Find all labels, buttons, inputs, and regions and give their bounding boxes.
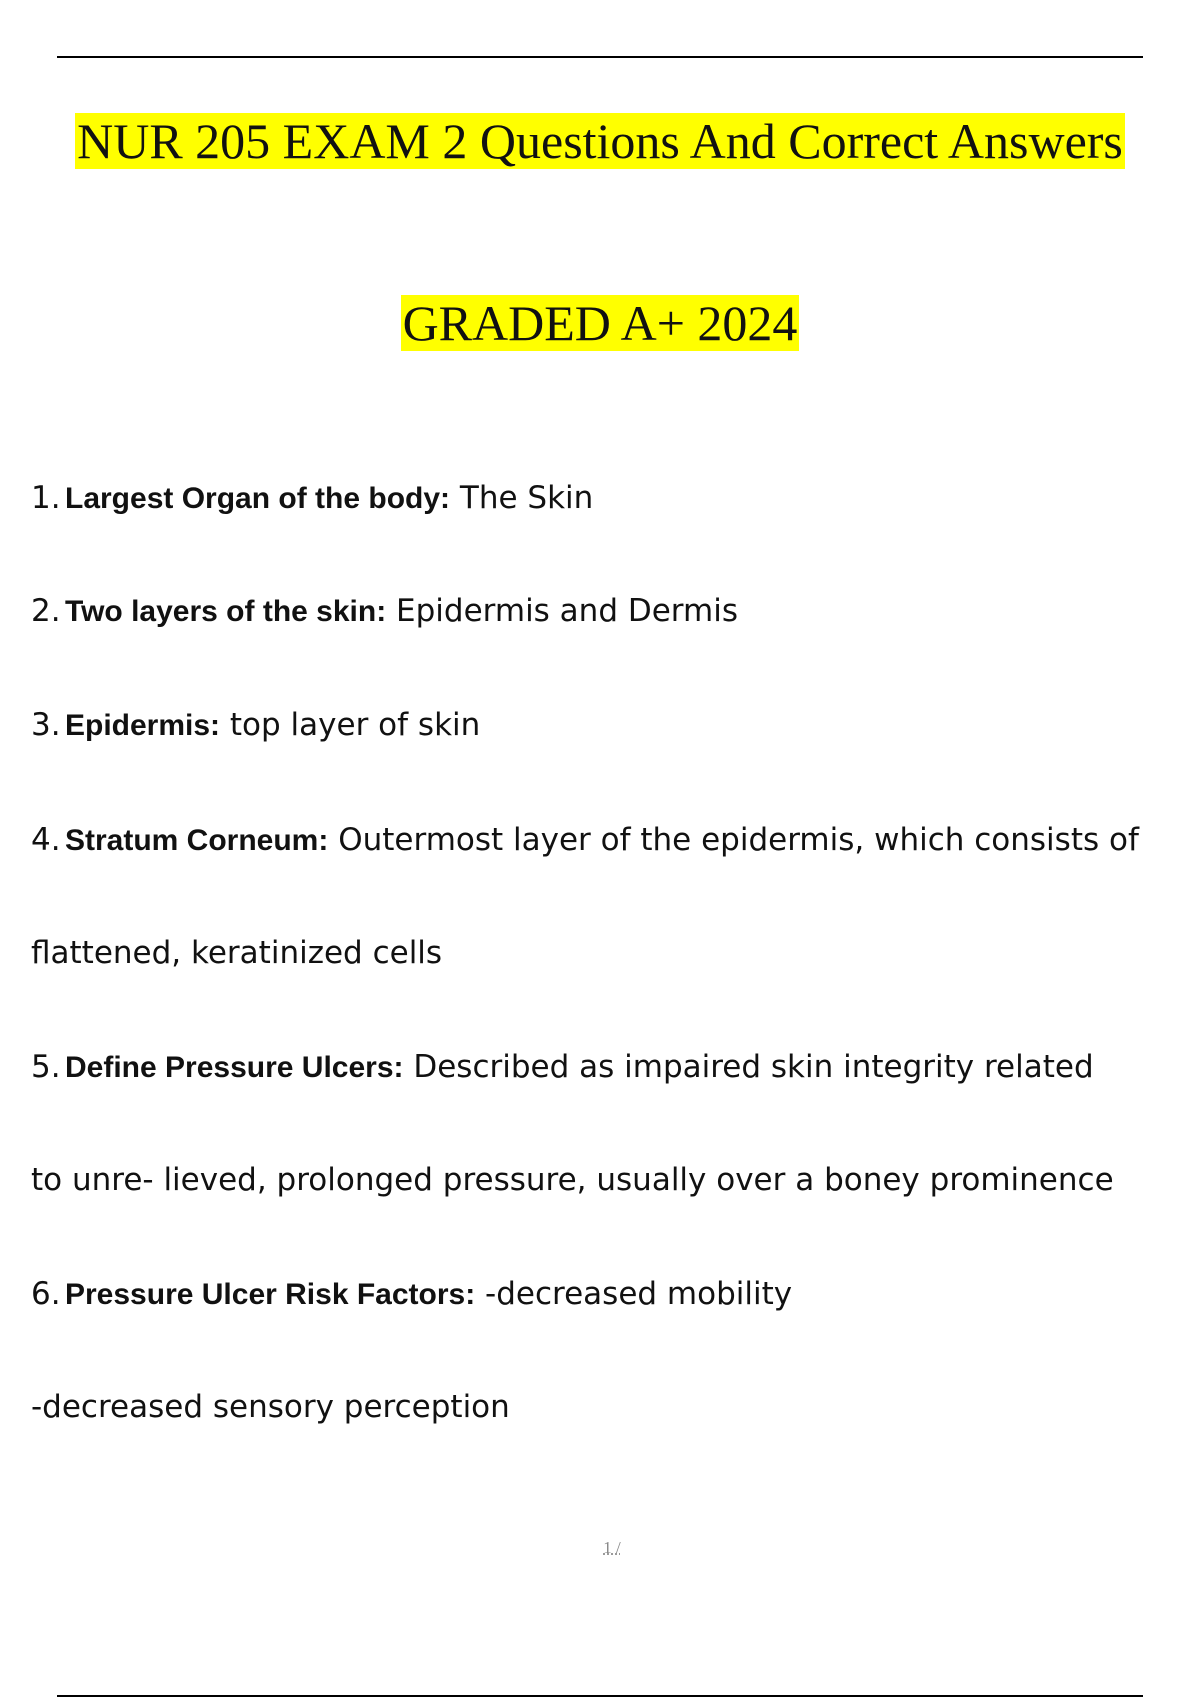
qa-item-5 [31, 1047, 1180, 1088]
item-term: Epidermis: [65, 709, 221, 742]
qa-item-6-continuation: -decreased sensory perception [31, 1389, 510, 1425]
item-answer: Epidermis and Dermis [386, 593, 738, 629]
qa-item-2 [31, 591, 1180, 632]
item-answer: top layer of skin [220, 707, 481, 743]
item-number: 3. [31, 707, 61, 743]
top-divider [57, 56, 1143, 58]
item-number: 4. [31, 822, 61, 858]
item-number: 1. [31, 480, 61, 516]
item-term: Two layers of the skin: [65, 595, 387, 628]
document-subtitle [0, 293, 1200, 353]
qa-item-4 [31, 820, 1180, 861]
document-title [0, 111, 1200, 171]
title-highlight-line-2: GRADED A+ 2024 [402, 295, 798, 351]
page-number: 1 / [603, 1538, 621, 1557]
item-answer: Described as impaired skin integrity related [403, 1049, 1094, 1085]
item-number: 6. [31, 1276, 61, 1312]
qa-item-3 [31, 705, 1180, 746]
item-number: 2. [31, 593, 61, 629]
item-term: Stratum Corneum: [65, 824, 329, 857]
bottom-divider [57, 1695, 1143, 1697]
item-term: Define Pressure Ulcers: [65, 1051, 404, 1084]
item-answer: The Skin [450, 480, 594, 516]
item-number: 5. [31, 1049, 61, 1085]
item-term: Pressure Ulcer Risk Factors: [65, 1278, 476, 1311]
item-answer: -decreased mobility [475, 1276, 793, 1312]
item-term: Largest Organ of the body: [65, 482, 451, 515]
qa-item-6 [31, 1274, 1180, 1315]
qa-item-1 [31, 478, 1180, 519]
title-highlight-line-1: NUR 205 EXAM 2 Questions And Correct Answers [77, 113, 1123, 169]
qa-item-5-continuation: to unre- lieved, prolonged pressure, usually over a boney prominence [31, 1162, 1114, 1198]
item-answer: Outermost layer of the epidermis, which consists of [328, 822, 1139, 858]
qa-item-4-continuation: flattened, keratinized cells [31, 935, 443, 971]
